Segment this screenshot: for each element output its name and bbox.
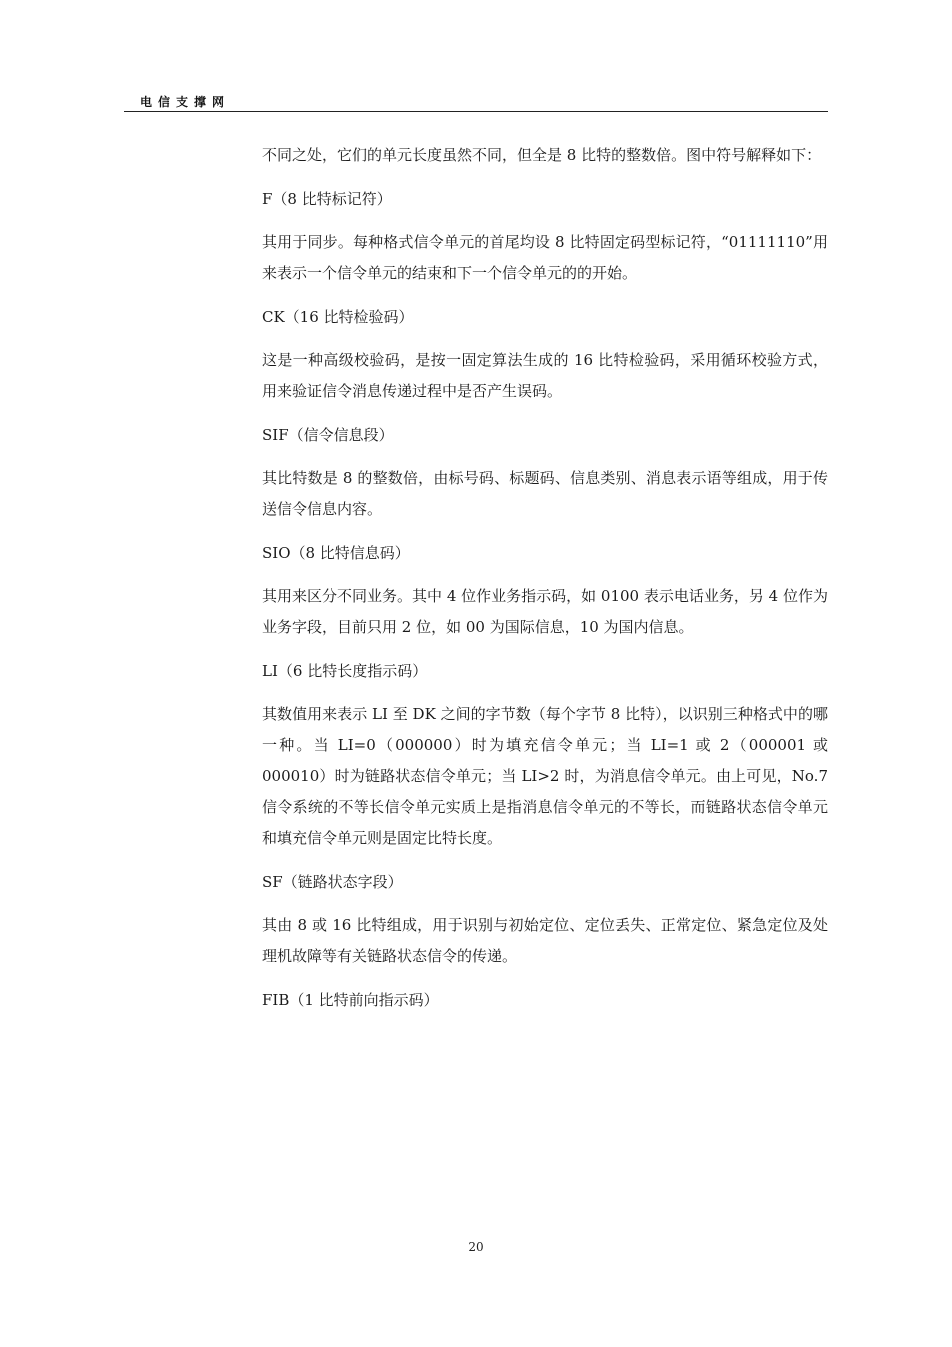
paragraph-f: 其用于同步。每种格式信令单元的首尾均设 8 比特固定码型标记符，“01111110”用来表示一个信令单元的结束和下一个信令单元的的开始。: [262, 233, 828, 282]
paragraph-ck: 这是一种高级校验码，是按一固定算法生成的 16 比特检验码，采用循环校验方式，用来验证信令消息传递过程中是否产生误码。: [262, 351, 828, 400]
term-ck: CK（16 比特检验码）: [262, 308, 414, 326]
term-li: LI（6 比特长度指示码）: [262, 662, 428, 680]
term-sio: SIO（8 比特信息码）: [262, 544, 410, 562]
term-fib: FIB（1 比特前向指示码）: [262, 991, 439, 1009]
page-number: 20: [468, 1240, 484, 1254]
term-sf: SF（链路状态字段）: [262, 873, 403, 891]
paragraph-intro: 不同之处，它们的单元长度虽然不同，但全是 8 比特的整数倍。图中符号解释如下：: [262, 146, 822, 164]
running-header-title: 电信支撑网: [140, 95, 231, 109]
running-header: [124, 91, 828, 112]
term-f: F（8 比特标记符）: [262, 190, 392, 208]
paragraph-sif: 其比特数是 8 的整数倍，由标号码、标题码、信息类别、消息表示语等组成，用于传送信令信息内容。: [262, 469, 828, 518]
page-body: [262, 140, 828, 1016]
paragraph-li: 其数值用来表示 LI 至 DK 之间的字节数（每个字节 8 比特），以识别三种格式中的哪一种。当 LI=0（000000）时为填充信令单元；当 LI=1 或 2（000001 或 000010）时为链路状态信令单元；当 LI>2 时，为消息信令单元。由上可见，No.7 信令系统的不等长信令单元实质上是指消息信令单元的不等长，而链路状态信令单元和填充信令单元则是固定比特长度。: [262, 705, 828, 847]
paragraph-sio: 其用来区分不同业务。其中 4 位作业务指示码，如 0100 表示电话业务，另 4 位作为业务字段，目前只用 2 位，如 00 为国际信息，10 为国内信息。: [262, 587, 828, 636]
paragraph-sf: 其由 8 或 16 比特组成，用于识别与初始定位、定位丢失、正常定位、紧急定位及处理机故障等有关链路状态信令的传递。: [262, 916, 828, 965]
term-sif: SIF（信令信息段）: [262, 426, 394, 444]
